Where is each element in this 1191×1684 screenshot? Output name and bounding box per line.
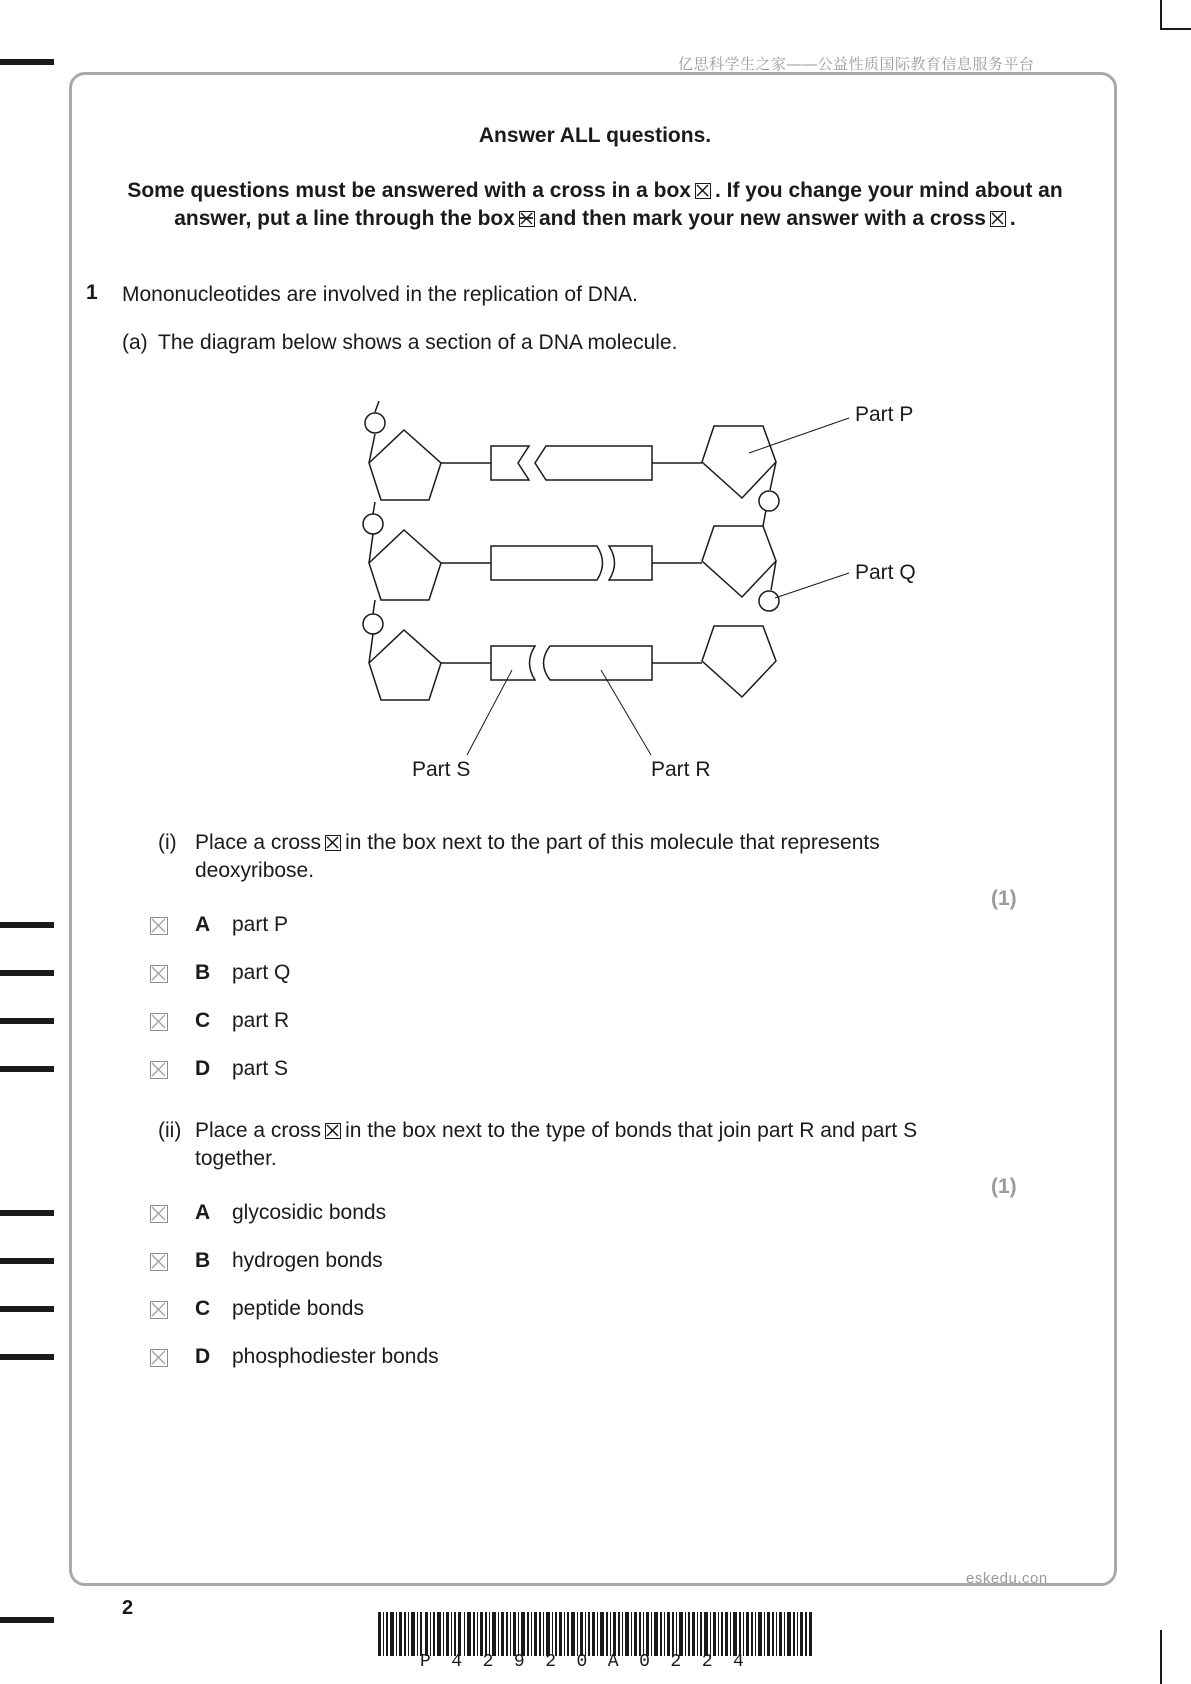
instructions-text: .	[1009, 207, 1016, 230]
sugar-pentagon	[369, 530, 441, 600]
margin-tick	[0, 1617, 54, 1623]
watermark-top: 亿思科学生之家——公益性质国际教育信息服务平台	[678, 56, 1035, 73]
instructions-text: answer, put a line through the box	[174, 207, 515, 230]
instructions-heading: Answer ALL questions.	[478, 124, 712, 147]
margin-tick	[0, 1258, 54, 1264]
answer-checkbox[interactable]	[150, 1205, 168, 1223]
sub-i-text	[195, 829, 880, 857]
crop-mark	[1160, 1630, 1162, 1684]
dna-diagram	[0, 0, 1191, 800]
sub-ii-text-a: Place a cross	[195, 1119, 322, 1142]
option-text: glycosidic bonds	[232, 1201, 387, 1224]
margin-tick	[0, 1210, 54, 1216]
sub-i-label: (i)	[158, 831, 177, 854]
question-stem: Mononucleotides are involved in the replication of DNA.	[122, 283, 638, 306]
crossed-box-icon	[325, 835, 341, 851]
sub-i-marks: (1)	[991, 887, 1017, 910]
option-letter: D	[195, 1345, 211, 1368]
option-text: part Q	[232, 961, 291, 984]
margin-tick	[0, 970, 54, 976]
label-part-p: Part P	[855, 403, 914, 426]
backbone-line	[373, 600, 375, 614]
sugar-pentagon	[702, 426, 776, 498]
backbone-line	[373, 502, 375, 514]
sugar-pentagon	[702, 626, 776, 697]
part-a-text: The diagram below shows a section of a DNA molecule.	[158, 331, 678, 354]
base-block	[609, 546, 652, 580]
option-letter: A	[195, 913, 211, 936]
label-part-s: Part S	[412, 758, 471, 781]
sub-ii-text-b: in the box next to the type of bonds that join part R and part S	[345, 1119, 918, 1142]
backbone-line	[763, 510, 766, 526]
margin-tick	[0, 922, 54, 928]
base-block	[535, 446, 652, 480]
option-text: hydrogen bonds	[232, 1249, 383, 1272]
sub-i-text-c: deoxyribose.	[195, 859, 315, 882]
phosphate-circle	[759, 491, 779, 511]
option-letter: B	[195, 961, 211, 984]
sub-ii-marks: (1)	[991, 1175, 1017, 1198]
answer-checkbox[interactable]	[150, 1301, 168, 1319]
instructions-text: and then mark your new answer with a cross	[538, 207, 986, 230]
leader-line-r	[601, 670, 651, 755]
crossed-box-icon	[325, 1123, 341, 1139]
sub-ii-text-c: together.	[195, 1147, 277, 1170]
answer-checkbox[interactable]	[150, 1253, 168, 1271]
watermark-bottom: eskedu.con	[966, 1570, 1048, 1587]
answer-checkbox[interactable]	[150, 917, 168, 935]
margin-tick	[0, 1306, 54, 1312]
option-letter: C	[195, 1009, 211, 1032]
option-letter: B	[195, 1249, 211, 1272]
phosphate-circle	[363, 614, 383, 634]
option-text: peptide bonds	[232, 1297, 364, 1320]
answer-checkbox[interactable]	[150, 1061, 168, 1079]
option-letter: C	[195, 1297, 211, 1320]
sub-ii-label: (ii)	[158, 1119, 182, 1142]
backbone-line	[369, 534, 373, 563]
sugar-pentagon	[369, 430, 441, 500]
barcode-image	[378, 1612, 812, 1656]
option-text: part P	[232, 913, 289, 936]
sugar-pentagon	[369, 630, 441, 700]
leader-line-q	[775, 573, 849, 598]
sub-i-text-a: Place a cross	[195, 831, 322, 854]
question-number: 1	[86, 281, 98, 304]
base-block	[491, 446, 529, 480]
answer-checkbox[interactable]	[150, 1349, 168, 1367]
backbone-line	[375, 401, 379, 412]
base-block	[491, 646, 535, 680]
base-block	[544, 646, 653, 680]
part-a-label: (a)	[122, 331, 148, 354]
backbone-line	[369, 634, 373, 663]
leader-line-s	[467, 670, 512, 755]
margin-tick	[0, 1354, 54, 1360]
sub-i-text-b: in the box next to the part of this molecule that represents	[345, 831, 880, 854]
barcode-digits: P42920A0224	[420, 1652, 765, 1672]
base-block	[491, 546, 603, 580]
margin-tick	[0, 1018, 54, 1024]
phosphate-circle	[363, 514, 383, 534]
instructions-text: . If you change your mind about an	[714, 179, 1063, 202]
option-text: phosphodiester bonds	[232, 1345, 439, 1368]
label-part-r: Part R	[651, 758, 711, 781]
option-letter: A	[195, 1201, 211, 1224]
phosphate-circle	[365, 413, 385, 433]
margin-tick	[0, 1066, 54, 1072]
option-letter: D	[195, 1057, 211, 1080]
page-number: 2	[122, 1597, 134, 1619]
instructions-text: Some questions must be answered with a cross in a box	[127, 179, 691, 202]
answer-checkbox[interactable]	[150, 1013, 168, 1031]
label-part-q: Part Q	[855, 561, 916, 584]
answer-checkbox[interactable]	[150, 965, 168, 983]
sugar-pentagon	[702, 526, 776, 597]
sub-ii-text	[195, 1117, 917, 1145]
phosphate-circle	[759, 591, 779, 611]
leader-line-p	[749, 418, 849, 453]
option-text: part R	[232, 1009, 290, 1032]
option-text: part S	[232, 1057, 289, 1080]
